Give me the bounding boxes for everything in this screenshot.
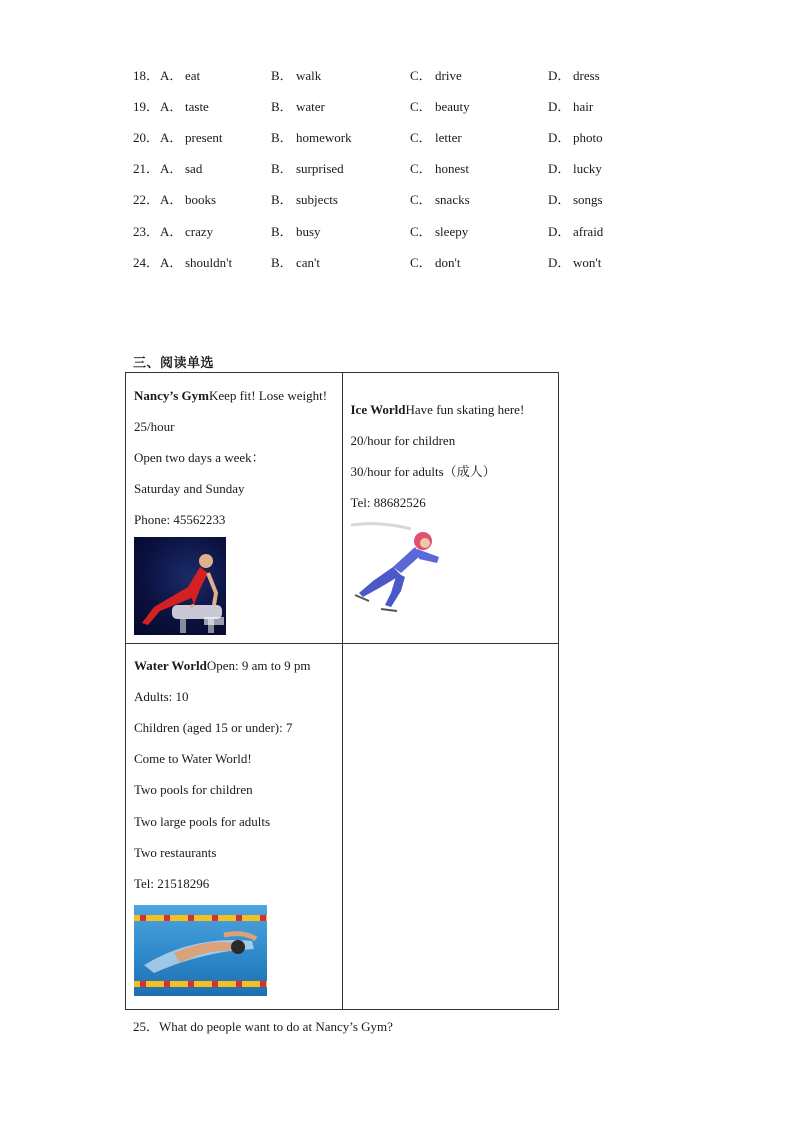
option-c [410,159,469,179]
option-d [548,222,603,242]
option-text: taste [185,99,209,114]
water-children-price: Children (aged 15 or under): 7 [134,720,293,735]
option-letter: C． [410,130,432,145]
option-a [160,222,213,242]
option-c [410,97,470,117]
ice-ad [342,373,559,644]
option-text: honest [435,161,469,176]
water-open: Open: 9 am to 9 pm [206,658,311,673]
option-text: eat [185,68,201,83]
option-text: surprised [296,161,344,176]
ads-table [125,372,559,1010]
option-letter: B． [271,68,293,83]
skater-icon [351,521,447,616]
option-b [271,66,321,86]
gym-price: 25/hour [134,419,175,434]
option-letter: D． [548,130,571,145]
water-restaurants: Two restaurants [134,845,217,860]
empty-cell [342,644,559,1010]
option-letter: D． [548,99,571,114]
option-d [548,66,600,86]
gym-days: Saturday and Sunday [134,481,245,496]
option-c [410,253,460,273]
swimmer-image [134,905,267,996]
option-letter: A． [160,99,183,114]
option-text: lucky [573,161,602,176]
gym-name: Nancy’s Gym [134,388,209,403]
option-text: sad [185,161,203,176]
option-c [410,66,462,86]
option-d [548,159,602,179]
option-letter: D． [548,224,571,239]
option-a [160,128,223,148]
option-a [160,97,209,117]
option-letter: A． [160,68,183,83]
option-text: afraid [573,224,604,239]
option-letter: C． [410,255,432,270]
water-tel: Tel: 21518296 [134,876,210,891]
option-letter: C． [410,224,432,239]
option-letter: C． [410,99,432,114]
water-pools-children: Two pools for children [134,782,253,797]
option-text: beauty [435,99,470,114]
question-number: 21． [133,161,160,176]
ice-name: Ice World [350,402,406,417]
option-text: won't [573,255,602,270]
option-text: books [185,192,217,207]
option-c [410,128,462,148]
option-letter: B． [271,161,293,176]
water-come: Come to Water World! [134,751,252,766]
option-text: walk [296,68,322,83]
option-d [548,190,603,210]
option-letter: D． [548,161,571,176]
gymnast-icon [134,537,226,635]
option-a [160,159,202,179]
gym-ad [126,373,343,644]
ice-children-price: 20/hour for children [350,433,456,448]
option-text: letter [435,130,462,145]
ice-tel: Tel: 88682526 [350,495,426,510]
option-letter: B． [271,224,293,239]
gym-phone: Phone: 45562233 [134,512,226,527]
gym-open-days: Open two days a week： [134,450,265,465]
option-d [548,97,593,117]
option-text: can't [296,255,320,270]
option-letter: A． [160,192,183,207]
option-d [548,128,603,148]
water-adults-price: Adults: 10 [134,689,189,704]
section-title: 三、阅读单选 [133,355,215,370]
question-number: 18． [133,68,160,83]
question-number: 20． [133,130,160,145]
question-number: 19． [133,99,160,114]
question-number: 24． [133,255,160,270]
question-25: 25．What do people want to do at Nancy’s Gym? [133,1019,393,1034]
water-pools-adults: Two large pools for adults [134,814,271,829]
option-a [160,190,216,210]
option-d [548,253,601,273]
gymnast-image [134,537,226,635]
option-text: snacks [435,192,470,207]
option-b [271,190,338,210]
option-text: shouldn't [185,255,233,270]
option-letter: B． [271,99,293,114]
option-c [410,222,468,242]
skater-image [351,521,447,616]
question-number: 23． [133,224,160,239]
option-b [271,97,325,117]
option-letter: A． [160,255,183,270]
option-letter: A． [160,224,183,239]
option-letter: D． [548,192,571,207]
option-b [271,253,320,273]
option-text: present [185,130,223,145]
question-number: 22． [133,192,160,207]
swimmer-icon [134,905,267,996]
option-b [271,128,352,148]
option-text: don't [435,255,461,270]
option-c [410,190,470,210]
option-b [271,222,321,242]
option-b [271,159,344,179]
option-text: hair [573,99,594,114]
option-letter: A． [160,161,183,176]
option-letter: D． [548,68,571,83]
option-letter: A． [160,130,183,145]
option-letter: C． [410,68,432,83]
option-text: dress [573,68,600,83]
option-text: photo [573,130,603,145]
option-text: busy [296,224,321,239]
option-text: water [296,99,325,114]
option-text: homework [296,130,352,145]
option-letter: B． [271,130,293,145]
ice-slogan: Have fun skating here! [405,402,525,417]
option-letter: C． [410,161,432,176]
option-text: crazy [185,224,214,239]
option-a [160,253,232,273]
option-text: drive [435,68,462,83]
option-letter: B． [271,255,293,270]
option-letter: B． [271,192,293,207]
option-letter: C． [410,192,432,207]
option-text: sleepy [435,224,469,239]
gym-slogan: Keep fit! Lose weight! [209,388,328,403]
option-letter: D． [548,255,571,270]
ice-adult-price: 30/hour for adults（成人） [350,464,496,479]
option-a [160,66,200,86]
water-name: Water World [134,658,207,673]
option-text: subjects [296,192,338,207]
water-ad [126,644,343,1010]
option-text: songs [573,192,603,207]
